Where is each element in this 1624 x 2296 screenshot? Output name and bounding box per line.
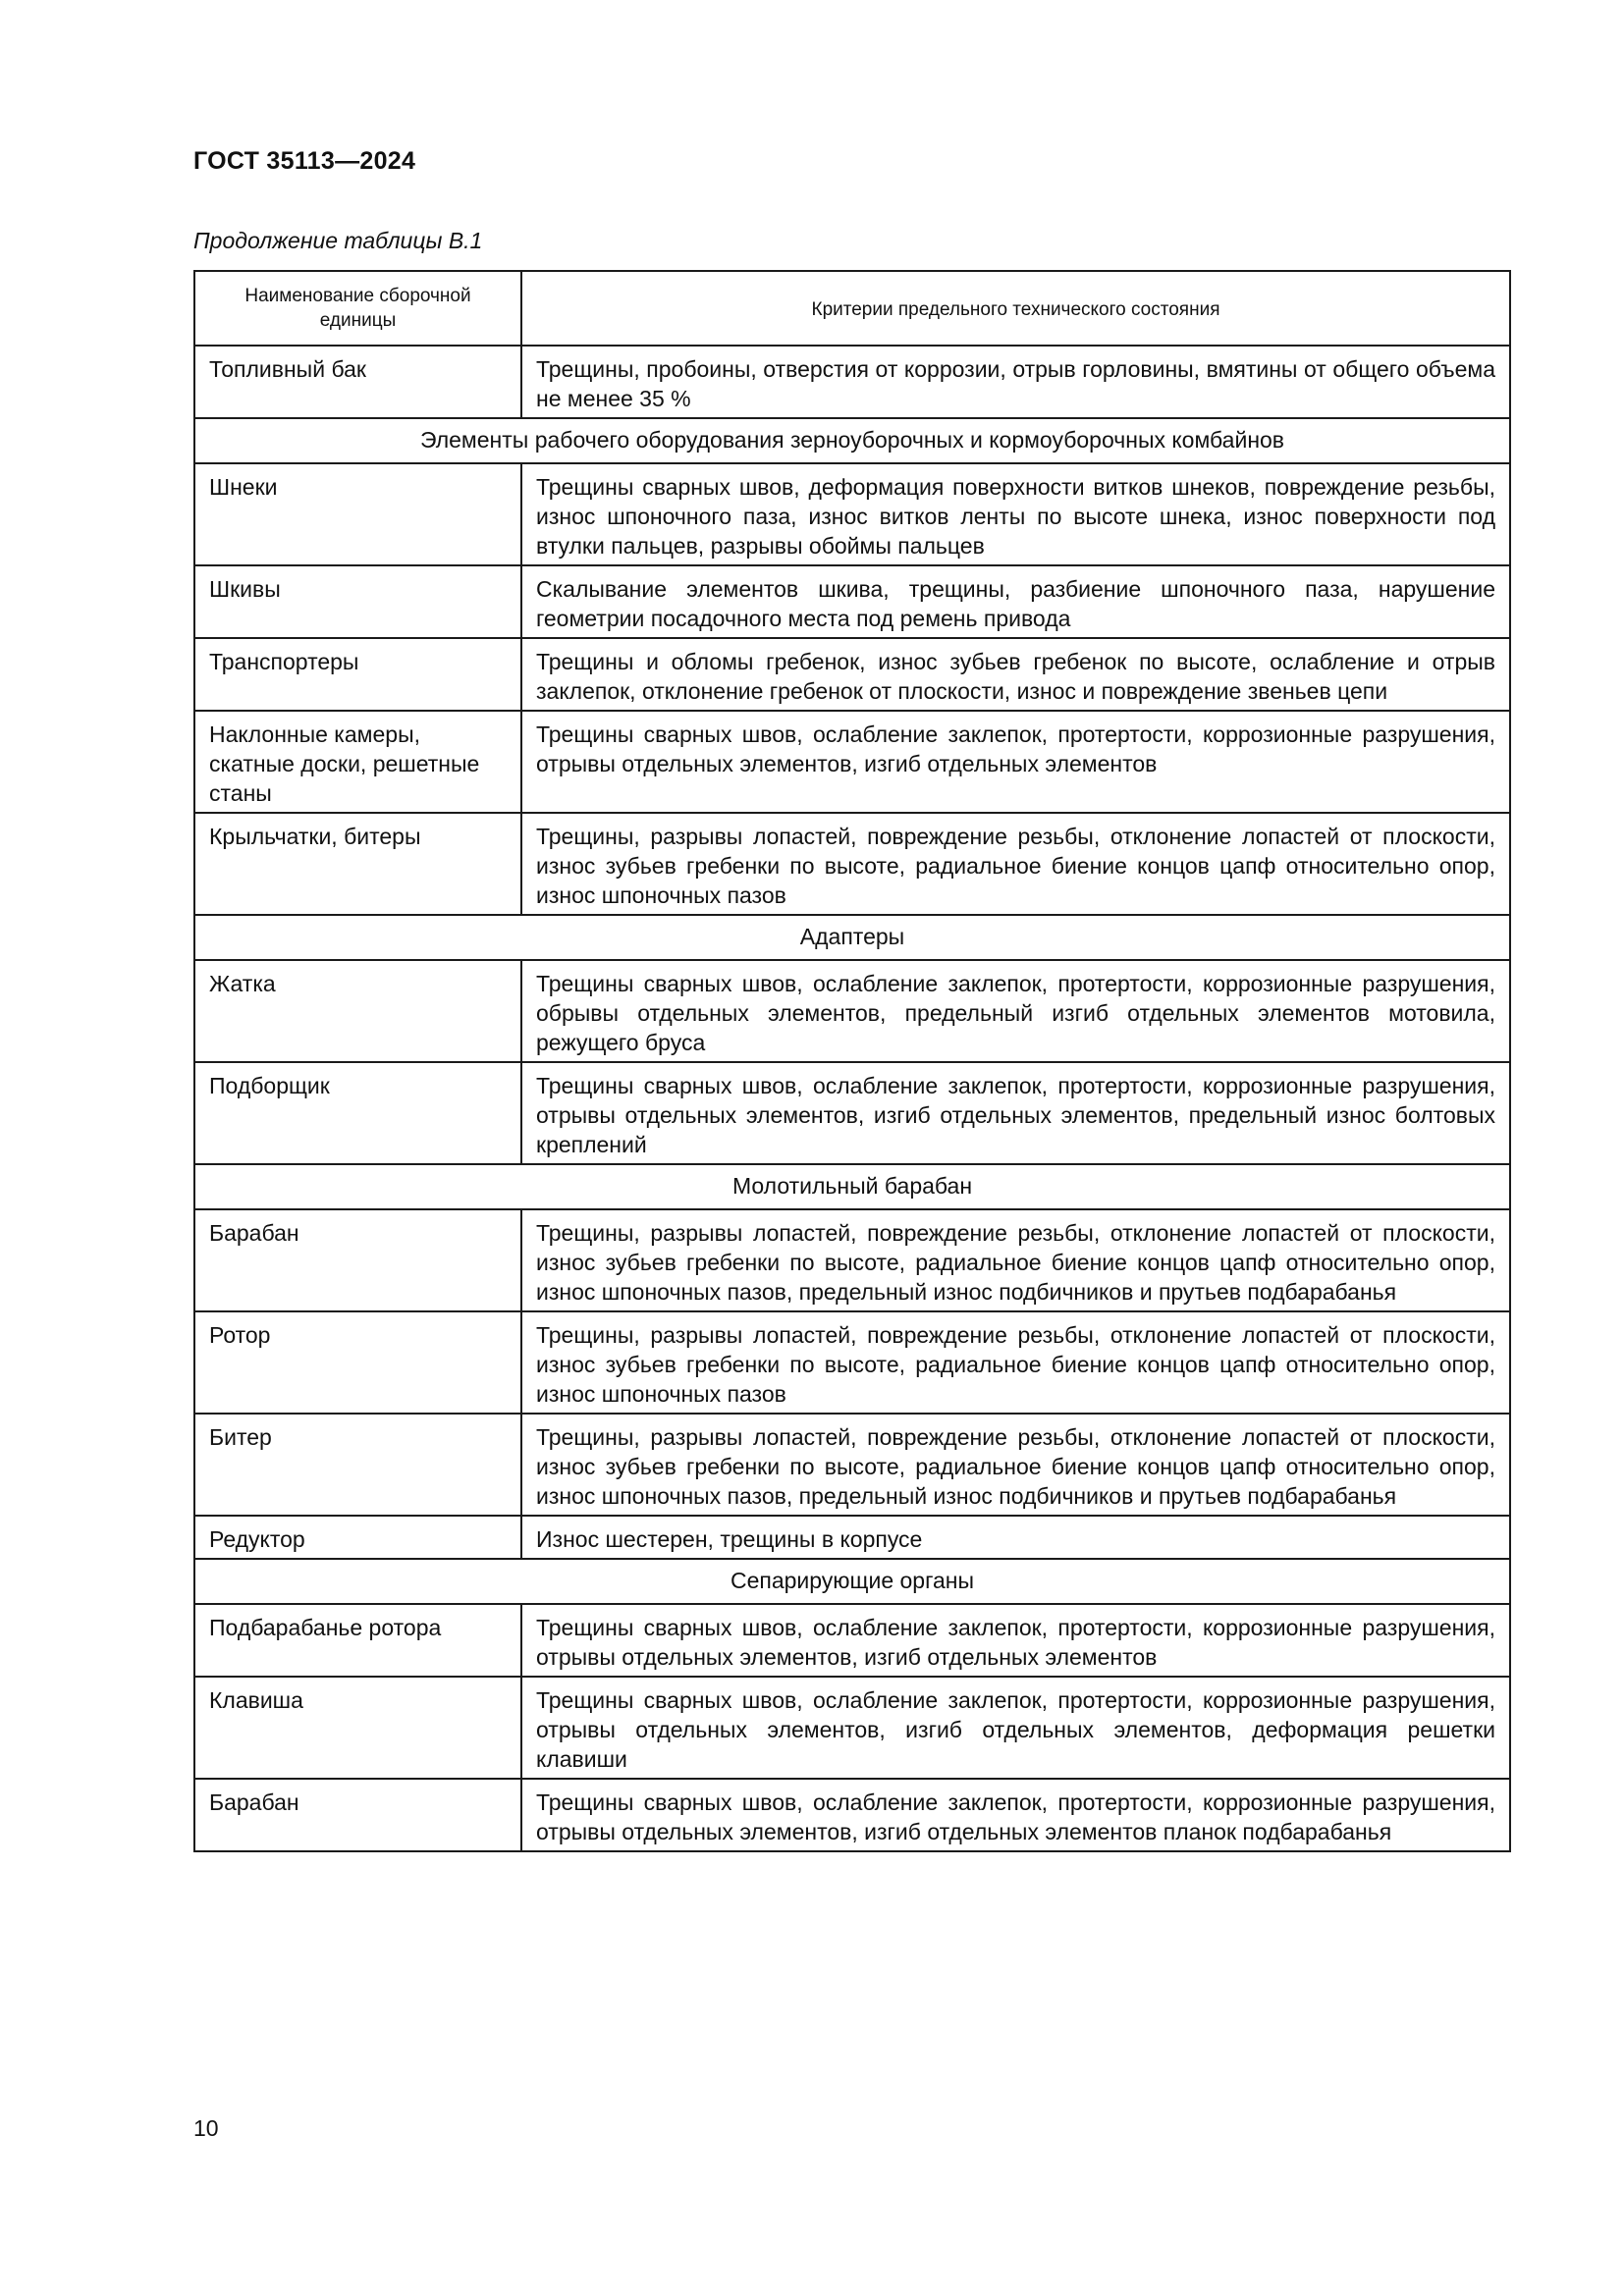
column-header-unit: Наименование сборочной единицы <box>194 271 521 346</box>
table-section-row <box>194 1559 1510 1604</box>
limit-state-criteria: Трещины, разрывы лопастей, повреждение резьбы, отклонение лопастей от плоскости, износ зубьев гребенки по высоте, радиальное биение концов цапф относительно опор, износ шпоночных пазов <box>521 1311 1510 1414</box>
table-row <box>194 1779 1510 1851</box>
limit-state-criteria: Трещины сварных швов, ослабление заклепок, протертости, коррозионные разрушения, отрывы отдельных элементов, изгиб отдельных элементов, деформация решетки клавиши <box>521 1677 1510 1779</box>
section-title: Адаптеры <box>194 915 1510 960</box>
assembly-unit-name: Барабан <box>194 1209 521 1311</box>
limit-state-criteria: Трещины, пробоины, отверстия от коррозии, отрыв горловины, вмятины от общего объема не менее 35 % <box>521 346 1510 418</box>
table-row <box>194 1311 1510 1414</box>
table-row <box>194 1604 1510 1677</box>
limit-state-criteria: Трещины, разрывы лопастей, повреждение резьбы, отклонение лопастей от плоскости, износ зубьев гребенки по высоте, радиальное биение концов цапф относительно опор, износ шпоночных пазов, предельный износ подбичников и прутьев подбарабанья <box>521 1414 1510 1516</box>
table-caption: Продолжение таблицы В.1 <box>193 228 483 253</box>
section-title: Сепарирующие органы <box>194 1559 1510 1604</box>
assembly-unit-name: Клавиша <box>194 1677 521 1779</box>
limit-state-criteria: Трещины, разрывы лопастей, повреждение резьбы, отклонение лопастей от плоскости, износ зубьев гребенки по высоте, радиальное биение концов цапф относительно опор, износ шпоночных пазов <box>521 813 1510 915</box>
assembly-unit-name: Ротор <box>194 1311 521 1414</box>
section-title: Элементы рабочего оборудования зерноуборочных и кормоуборочных комбайнов <box>194 418 1510 463</box>
standard-designation: ГОСТ 35113—2024 <box>193 147 416 175</box>
table-row <box>194 346 1510 418</box>
limit-state-criteria: Трещины сварных швов, ослабление заклепок, протертости, коррозионные разрушения, отрывы отдельных элементов, изгиб отдельных элементов <box>521 711 1510 813</box>
table-section-row <box>194 915 1510 960</box>
assembly-unit-name: Транспортеры <box>194 638 521 711</box>
limit-state-criteria: Трещины сварных швов, ослабление заклепок, протертости, коррозионные разрушения, отрывы отдельных элементов, изгиб отдельных элементов, предельный износ болтовых креплений <box>521 1062 1510 1164</box>
table-row <box>194 1516 1510 1559</box>
limit-state-criteria: Трещины, разрывы лопастей, повреждение резьбы, отклонение лопастей от плоскости, износ зубьев гребенки по высоте, радиальное биение концов цапф относительно опор, износ шпоночных пазов, предельный износ подбичников и прутьев подбарабанья <box>521 1209 1510 1311</box>
assembly-unit-name: Шнеки <box>194 463 521 565</box>
assembly-unit-name: Шкивы <box>194 565 521 638</box>
limit-state-criteria: Трещины сварных швов, ослабление заклепок, протертости, коррозионные разрушения, отрывы отдельных элементов, изгиб отдельных элементов <box>521 1604 1510 1677</box>
limit-state-criteria: Износ шестерен, трещины в корпусе <box>521 1516 1510 1559</box>
table-row <box>194 813 1510 915</box>
assembly-unit-name: Подборщик <box>194 1062 521 1164</box>
assembly-unit-name: Топливный бак <box>194 346 521 418</box>
page-number: 10 <box>193 2115 219 2141</box>
assembly-unit-name: Наклонные камеры, скатные доски, решетные станы <box>194 711 521 813</box>
limit-state-criteria: Трещины сварных швов, деформация поверхности витков шнеков, повреждение резьбы, износ шпоночного паза, износ витков ленты по высоте шнека, износ поверхности под втулки пальцев, разрывы обоймы пальцев <box>521 463 1510 565</box>
assembly-unit-name: Битер <box>194 1414 521 1516</box>
assembly-unit-name: Крыльчатки, битеры <box>194 813 521 915</box>
table-row <box>194 638 1510 711</box>
assembly-unit-name: Подбарабанье ротора <box>194 1604 521 1677</box>
section-title: Молотильный барабан <box>194 1164 1510 1209</box>
table-section-row <box>194 1164 1510 1209</box>
limit-state-criteria: Трещины сварных швов, ослабление заклепок, протертости, коррозионные разрушения, обрывы отдельных элементов, предельный изгиб отдельных элементов мотовила, режущего бруса <box>521 960 1510 1062</box>
table-row <box>194 1209 1510 1311</box>
table-row <box>194 565 1510 638</box>
table-body <box>194 346 1510 1851</box>
table-row <box>194 711 1510 813</box>
limit-state-criteria: Скалывание элементов шкива, трещины, разбиение шпоночного паза, нарушение геометрии посадочного места под ремень привода <box>521 565 1510 638</box>
assembly-unit-name: Барабан <box>194 1779 521 1851</box>
assembly-unit-name: Редуктор <box>194 1516 521 1559</box>
criteria-table <box>193 270 1511 1852</box>
column-header-criteria: Критерии предельного технического состояния <box>521 271 1510 346</box>
table-header-row <box>194 271 1510 346</box>
table-row <box>194 1062 1510 1164</box>
table-row <box>194 463 1510 565</box>
limit-state-criteria: Трещины сварных швов, ослабление заклепок, протертости, коррозионные разрушения, отрывы отдельных элементов, изгиб отдельных элементов планок подбарабанья <box>521 1779 1510 1851</box>
limit-state-criteria: Трещины и обломы гребенок, износ зубьев гребенок по высоте, ослабление и отрыв заклепок, отклонение гребенок от плоскости, износ и повреждение звеньев цепи <box>521 638 1510 711</box>
table-row <box>194 1414 1510 1516</box>
assembly-unit-name: Жатка <box>194 960 521 1062</box>
table-section-row <box>194 418 1510 463</box>
table-row <box>194 960 1510 1062</box>
table-row <box>194 1677 1510 1779</box>
